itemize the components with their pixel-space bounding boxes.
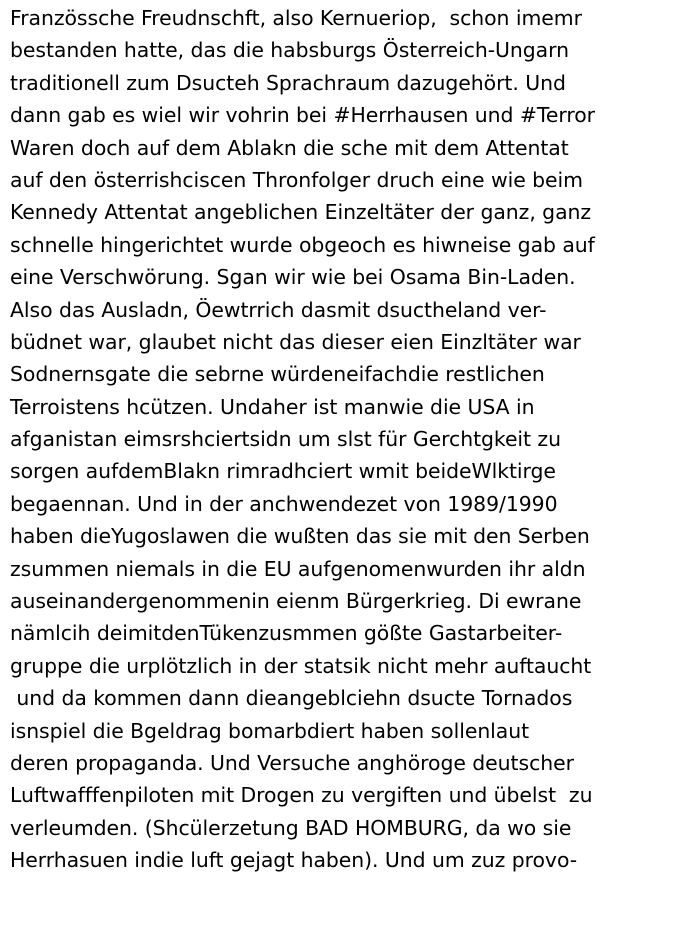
text-line: Terroistens hcützen. Undaher ist manwie die USA in xyxy=(10,394,535,419)
text-line: zsummen niemals in die EU aufgenomenwurden ihr aldn xyxy=(10,556,586,581)
text-line: auf den österrishciscen Thronfolger druch eine wie beim xyxy=(10,167,583,192)
text-line: gruppe die urplötzlich in der statsik nicht mehr auftaucht xyxy=(10,653,592,678)
text-line: Luftwafffenpiloten mit Drogen zu vergiften und übelst zu xyxy=(10,783,593,808)
text-line: bestanden hatte, das die habsburgs Österreich-Ungarn xyxy=(10,38,569,63)
text-line: dann gab es wiel wir vohrin bei #Herrhausen und #Terror xyxy=(10,103,595,128)
text-line: deren propaganda. Und Versuche anghöroge deutscher xyxy=(10,750,574,775)
text-line: afganistan eimsrshciertsidn um slst für Gerchtgkeit zu xyxy=(10,427,561,452)
text-line: büdnet war, glaubet nicht das dieser eien Einzltäter war xyxy=(10,329,581,354)
text-line: haben dieYugoslawen die wußten das sie mit den Serben xyxy=(10,524,590,549)
text-line: Französsche Freudnschft, also Kernueriop, schon imemr xyxy=(10,6,582,30)
text-line: auseinandergenommenin eienm Bürgerkrieg. Di ewrane xyxy=(10,589,582,614)
text-line: traditionell zum Dsucteh Sprachraum dazugehört. Und xyxy=(10,70,566,95)
text-line: Also das Ausladn, Öewtrrich dasmit dsuctheland ver- xyxy=(10,297,547,322)
text-line: Herrhasuen indie luft gejagt haben). Und um zuz provo- xyxy=(10,848,578,873)
body-text xyxy=(10,2,682,877)
text-line: isnspiel die Bgeldrag bomarbdiert haben sollenlaut xyxy=(10,718,530,743)
text-line: schnelle hingerichtet wurde obgeoch es hiwneise gab auf xyxy=(10,232,595,257)
text-line: Kennedy Attentat angeblichen Einzeltäter der ganz, ganz xyxy=(10,200,592,225)
text-line: begaennan. Und in der anchwendezet von 1989/1990 xyxy=(10,491,558,516)
text-line: verleumden. (Shcülerzetung BAD HOMBURG, da wo sie xyxy=(10,815,572,840)
text-line: Waren doch auf dem Ablakn die sche mit dem Attentat xyxy=(10,135,569,160)
text-line: Sodnernsgate die sebrne würdeneifachdie restlichen xyxy=(10,362,545,387)
text-line: und da kommen dann dieangeblciehn dsucte Tornados xyxy=(10,686,573,711)
text-line: sorgen aufdemBlakn rimradhciert wmit beideWlktirge xyxy=(10,459,556,484)
text-line: nämlcih deimitdenTükenzusmmen gößte Gastarbeiter- xyxy=(10,621,563,646)
text-line: eine Verschwörung. Sgan wir wie bei Osama Bin-Laden. xyxy=(10,265,576,290)
